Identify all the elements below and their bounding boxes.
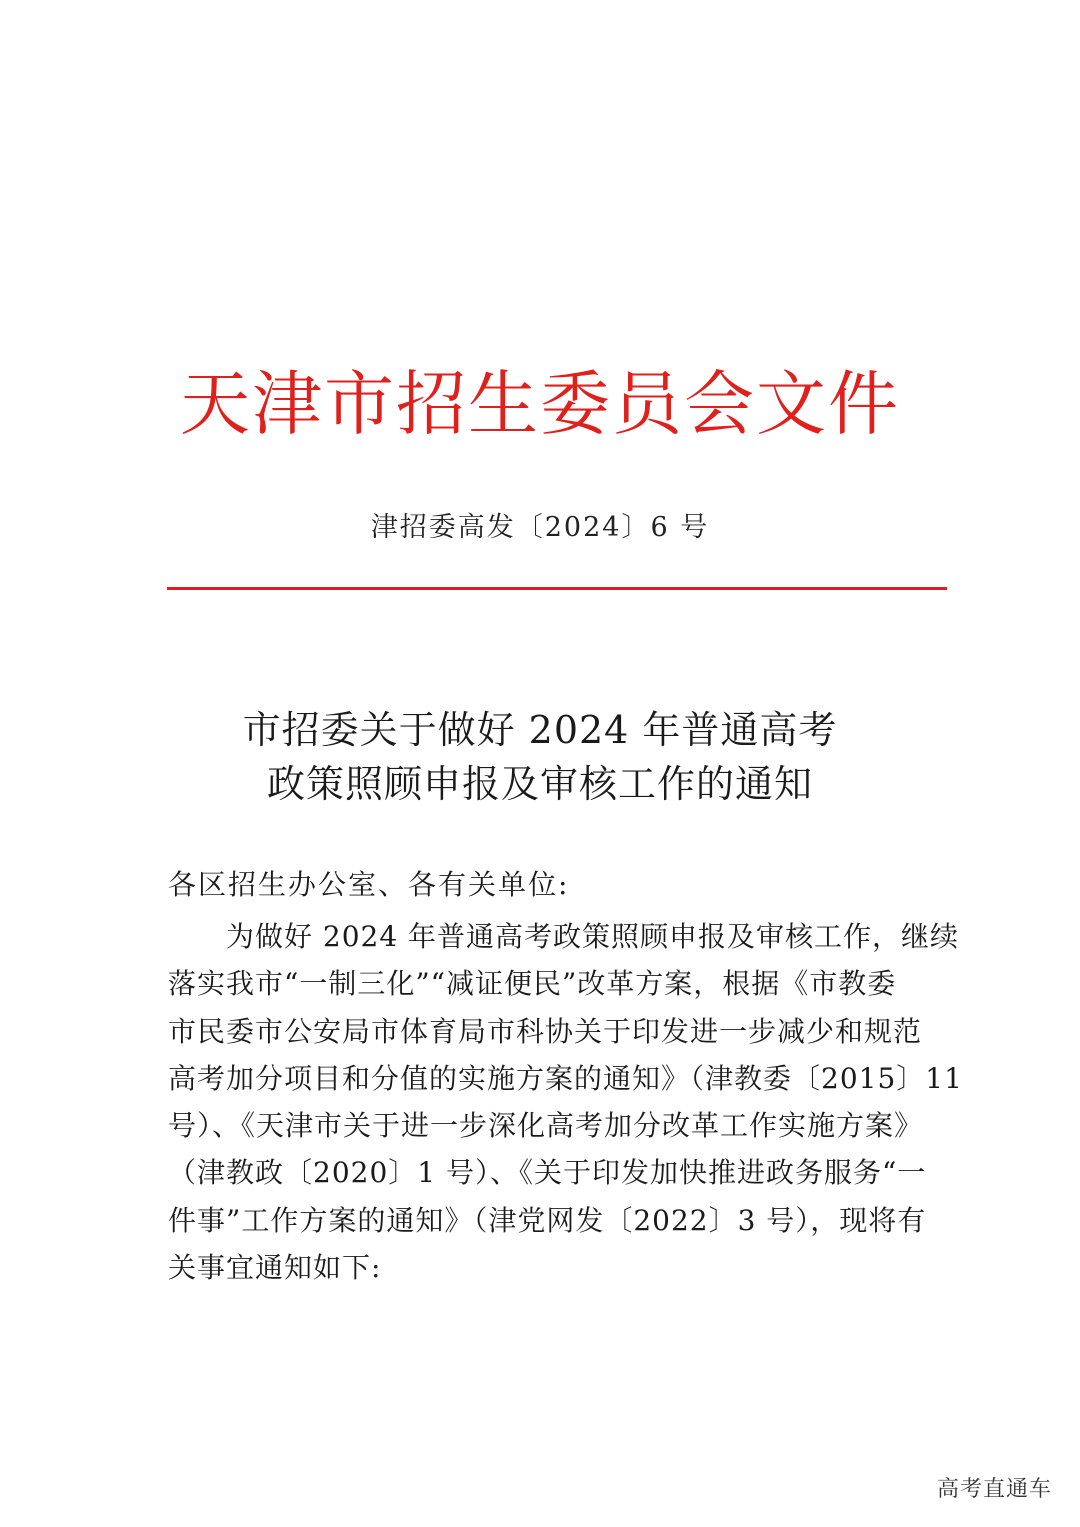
notice-title-line-2: 政策照顾申报及审核工作的通知: [266, 762, 813, 806]
body-line: 号）、《天津市关于进一步深化高考加分改革工作实施方案》: [168, 1109, 924, 1143]
body-line: 为做好 2024 年普通高考政策照顾申报及审核工作，继续: [226, 920, 960, 953]
red-divider-line: [167, 587, 947, 590]
body-paragraph: [168, 913, 963, 1291]
source-watermark: 高考直通车: [936, 1477, 1052, 1502]
issuer-header-title: 天津市招生委员会文件: [180, 363, 900, 445]
body-line: 件事”工作方案的通知》（津党网发〔2022〕3 号），现将有: [168, 1203, 927, 1237]
document-number: 津招委高发〔2024〕6 号: [370, 512, 710, 543]
notice-title-line-1: 市招委关于做好 2024 年普通高考: [242, 708, 838, 752]
notice-title: [0, 703, 1080, 811]
body-line: 市民委市公安局市体育局市科协关于印发进一步减少和规范: [168, 1014, 923, 1048]
salutation: 各区招生办公室、各有关单位:: [168, 868, 570, 901]
body-line: 高考加分项目和分值的实施方案的通知》（津教委〔2015〕11: [168, 1061, 963, 1095]
body-line: 关事宜通知如下:: [168, 1251, 382, 1285]
body-line: （津教政〔2020〕1 号）、《关于印发加快推进政务服务“一: [168, 1156, 927, 1190]
body-line: 落实我市“一制三化”“减证便民”改革方案，根据《市教委: [168, 967, 897, 1001]
